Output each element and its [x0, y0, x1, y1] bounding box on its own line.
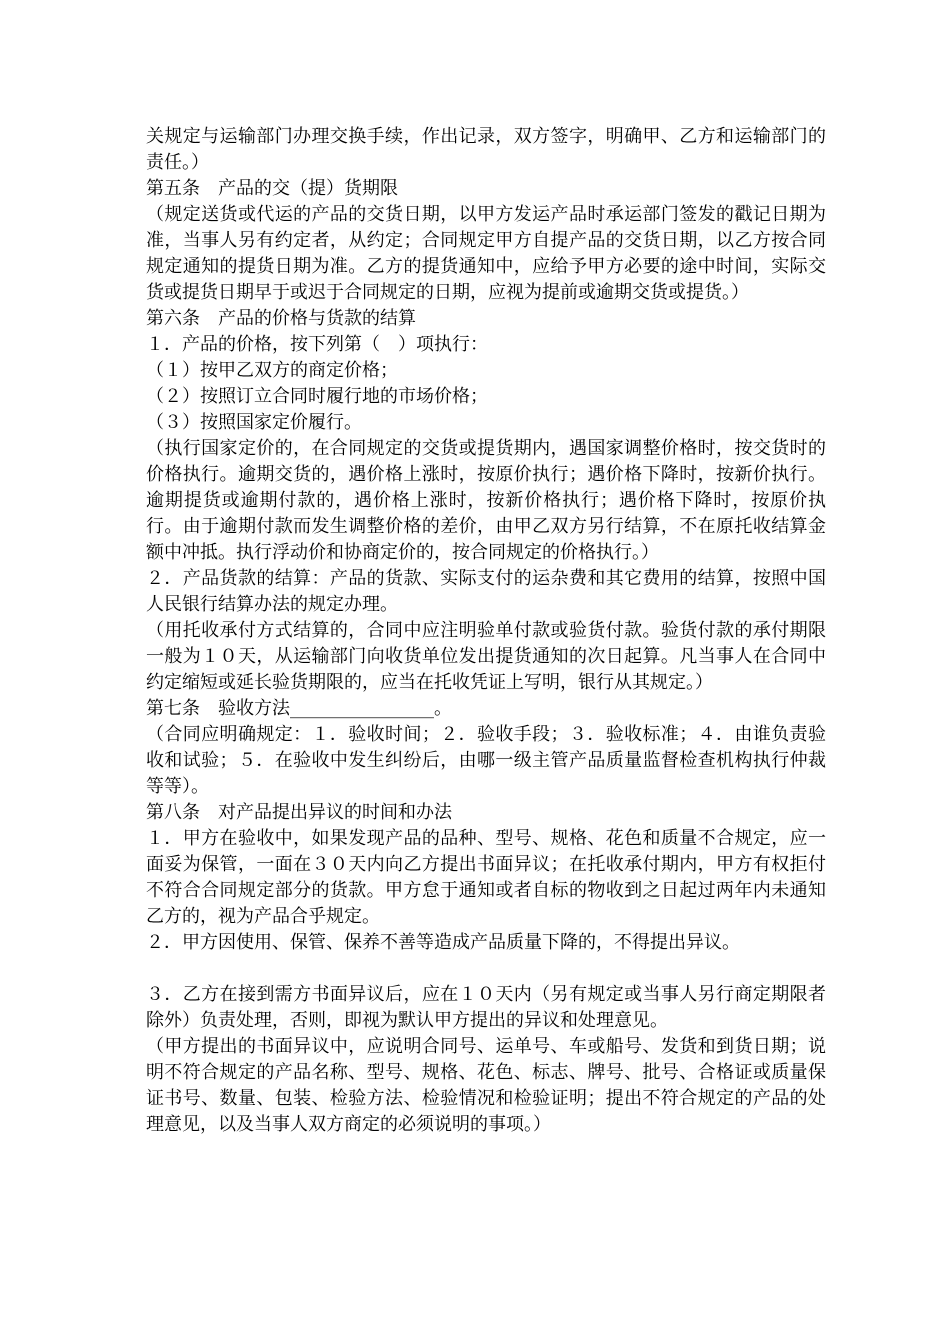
paragraph-price-option-3: （３）按照国家定价履行。 [146, 412, 362, 433]
paragraph-article-8-item-2: ２．甲方因使用、保管、保养不善等造成产品质量下降的，不得提出异议。 [146, 932, 740, 953]
paragraph-article-8-item-3: ３．乙方在接到需方书面异议后，应在１０天内（另有规定或当事人另行商定期限者除外）负责处理，否则，即视为默认甲方提出的异议和处理意见。 [146, 984, 826, 1031]
paragraph-article-7-note: （合同应明确规定：１．验收时间；２．验收手段；３．验收标准；４．由谁负责验收和试验；５．在验收中发生纠纷后，由哪一级主管产品质量监督检查机构执行仲裁等等）。 [146, 724, 826, 797]
paragraph-price-option-1: （１）按甲乙双方的商定价格； [146, 360, 398, 381]
paragraph-spacer [146, 956, 826, 982]
paragraph-objection-note: （甲方提出的书面异议中，应说明合同号、运单号、车或船号、发货和到货日期；说明不符合规定的产品名称、型号、规格、花色、标志、牌号、批号、合格证或质量保证书号、数量、包装、检验方法、检验情况和检验证明；提出不符合规定的产品的处理意见，以及当事人双方商定的必须说明的事项。） [146, 1036, 826, 1135]
heading-article-5: 第五条 产品的交（提）货期限 [146, 178, 398, 199]
paragraph-transport-clause-end: 关规定与运输部门办理交换手续，作出记录，双方签字，明确甲、乙方和运输部门的责任。） [146, 126, 826, 173]
heading-article-7: 第七条 验收方法________________。 [146, 698, 452, 719]
heading-article-8: 第八条 对产品提出异议的时间和办法 [146, 802, 452, 823]
paragraph-article-6-item-1: １．产品的价格，按下列第（ ）项执行： [146, 334, 488, 355]
document-page [146, 124, 826, 1138]
paragraph-article-8-item-1: １．甲方在验收中，如果发现产品的品种、型号、规格、花色和质量不合规定，应一面妥为保管，一面在３０天内向乙方提出书面异议；在托收承付期内，甲方有权拒付不符合合同规定部分的货款。甲方怠于通知或者自标的物收到之日起过两年内未通知乙方的，视为产品合乎规定。 [146, 828, 826, 927]
paragraph-collection-note: （用托收承付方式结算的，合同中应注明验单付款或验货付款。验货付款的承付期限一般为１０天，从运输部门向收货单位发出提货通知的次日起算。凡当事人在合同中约定缩短或延长验货期限的，应当在托收凭证上写明，银行从其规定。） [146, 620, 826, 693]
paragraph-state-price-note: （执行国家定价的，在合同规定的交货或提货期内，遇国家调整价格时，按交货时的价格执行。逾期交货的，遇价格上涨时，按原价执行；遇价格下降时，按新价执行。逾期提货或逾期付款的，遇价格上涨时，按新价格执行；遇价格下降时，按原价执行。由于逾期付款而发生调整价格的差价，由甲乙双方另行结算，不在原托收结算金额中冲抵。执行浮动价和协商定价的，按合同规定的价格执行。） [146, 438, 826, 563]
heading-article-6: 第六条 产品的价格与货款的结算 [146, 308, 416, 329]
paragraph-article-5-note: （规定送货或代运的产品的交货日期，以甲方发运产品时承运部门签发的戳记日期为准，当事人另有约定者，从约定；合同规定甲方自提产品的交货日期，以乙方按合同规定通知的提货日期为准。乙方的提货通知中，应给予甲方必要的途中时间，实际交货或提货日期早于或迟于合同规定的日期，应视为提前或逾期交货或提货。） [146, 204, 826, 303]
paragraph-price-option-2: （２）按照订立合同时履行地的市场价格； [146, 386, 488, 407]
paragraph-article-6-item-2: ２．产品货款的结算：产品的货款、实际支付的运杂费和其它费用的结算，按照中国人民银行结算办法的规定办理。 [146, 568, 826, 615]
